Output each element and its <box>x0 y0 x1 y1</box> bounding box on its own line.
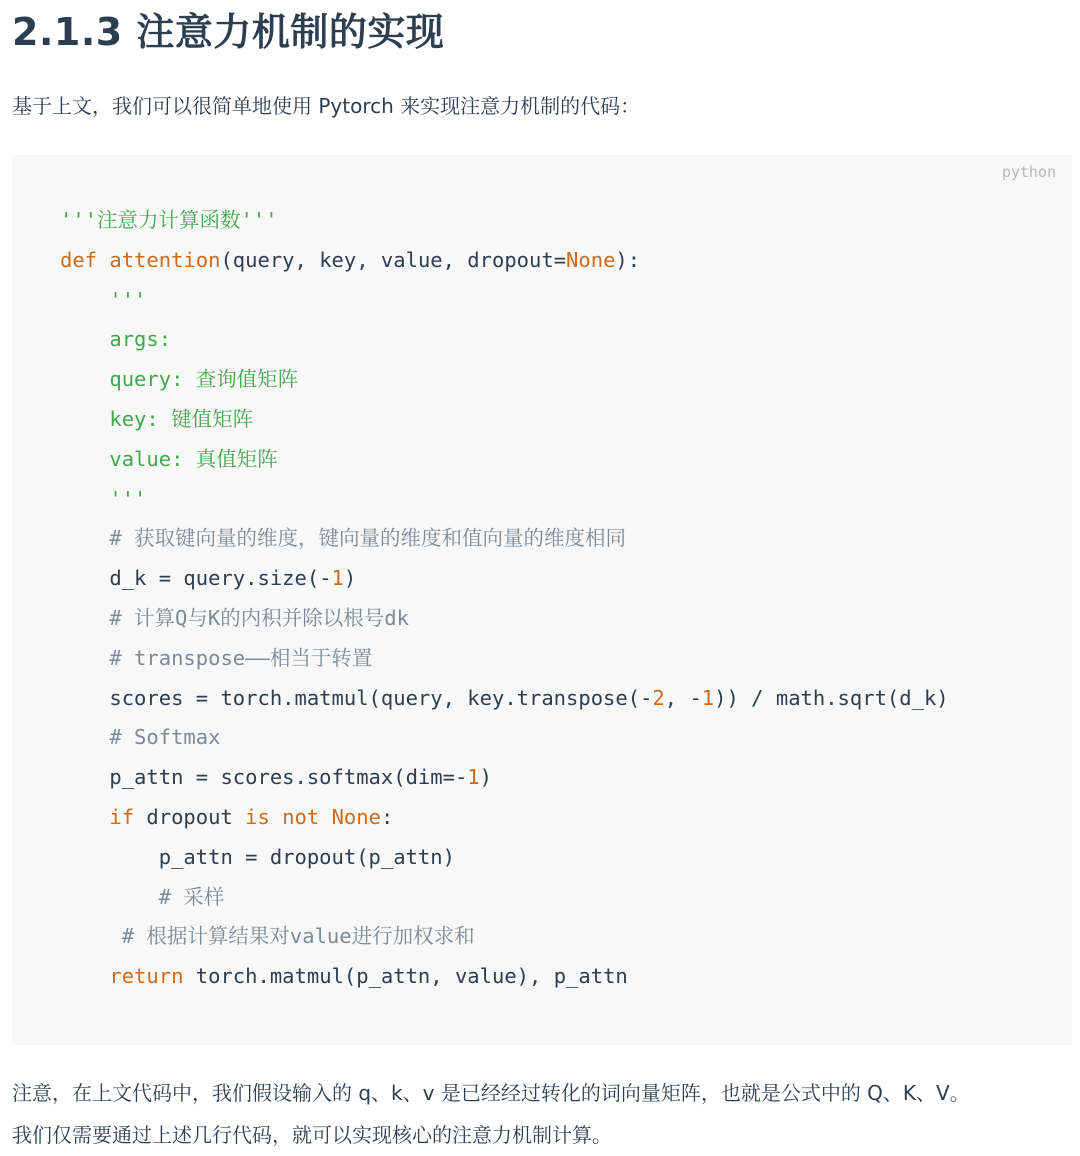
code-line <box>60 559 949 599</box>
code-token: ) <box>343 566 357 591</box>
code-token: key: 键值矩阵 <box>60 406 254 431</box>
code-token: is <box>245 804 270 829</box>
intro-paragraph: 基于上文，我们可以很简单地使用 Pytorch 来实现注意力机制的代码： <box>12 94 641 118</box>
code-line <box>60 400 949 440</box>
code-token: # 采样 <box>60 884 225 909</box>
code-token: scores = torch.matmul(query, key.transpose(- <box>60 685 653 710</box>
code-token: p_attn = dropout(p_attn) <box>60 844 455 869</box>
code-token: : <box>380 804 394 829</box>
code-token: value: 真值矩阵 <box>60 446 278 471</box>
code-token: query: 查询值矩阵 <box>60 367 299 392</box>
code-token: 1 <box>331 566 344 591</box>
code-token: '''注意力计算函数''' <box>60 208 278 232</box>
code-token: (query, key, value, dropout= <box>220 247 567 272</box>
code-line <box>60 599 949 639</box>
after-line: 注意，在上文代码中，我们假设输入的 q、k、v 是已经经过转化的词向量矩阵，也就是公式中的 Q、K、V。 <box>12 1081 970 1105</box>
code-line <box>60 639 949 679</box>
code-token <box>60 805 109 829</box>
code-token: d_k = query.size(- <box>60 566 332 591</box>
code-token: # Softmax <box>60 725 221 750</box>
code-token: not <box>282 804 320 829</box>
code-token: 1 <box>701 685 715 710</box>
code-token: if <box>109 804 135 829</box>
code-token: , - <box>664 685 702 710</box>
code-line <box>60 440 949 480</box>
code-line <box>60 241 949 281</box>
code-line <box>60 838 949 878</box>
code-line <box>60 320 949 360</box>
code-line <box>60 798 949 838</box>
code-token: torch.matmul(p_attn, value), p_attn <box>183 964 628 989</box>
code-token: # transpose——相当于转置 <box>60 645 373 670</box>
code-token: # 获取键向量的维度，键向量的维度和值向量的维度相同 <box>60 526 627 551</box>
code-token: ) <box>479 765 492 790</box>
code-block <box>12 155 1072 1045</box>
code-token: None <box>566 247 616 272</box>
code-token <box>60 964 109 988</box>
code-line <box>60 480 949 520</box>
code-line <box>60 281 949 321</box>
code-token: )) / math.sqrt(d_k) <box>714 685 949 710</box>
code-token: None <box>331 804 381 829</box>
code-token: # 根据计算结果对value进行加权求和 <box>60 924 475 949</box>
code-line <box>60 718 949 758</box>
code-line <box>60 878 949 918</box>
code-line <box>60 201 949 241</box>
code-line <box>60 758 949 798</box>
code-content <box>60 201 949 997</box>
after-line: 我们仅需要通过上述几行代码，就可以实现核心的注意力机制计算。 <box>12 1123 612 1147</box>
code-token: attention <box>109 247 221 272</box>
code-line <box>60 917 949 957</box>
code-token <box>97 248 109 272</box>
code-token: ): <box>615 247 641 272</box>
code-token: args: <box>60 327 172 352</box>
code-token: def <box>60 247 98 272</box>
code-token: p_attn = scores.softmax(dim=- <box>60 765 468 790</box>
after-paragraph <box>12 1072 970 1156</box>
code-token <box>319 805 331 829</box>
code-line <box>60 360 949 400</box>
code-token: ''' <box>60 287 147 312</box>
code-language-label: python <box>1001 163 1056 181</box>
code-token: 2 <box>652 685 665 710</box>
code-token: return <box>109 964 184 989</box>
code-token: ''' <box>60 486 147 511</box>
code-line <box>60 519 949 559</box>
code-token: # 计算Q与K的内积并除以根号dk <box>60 605 409 630</box>
code-token <box>270 805 282 829</box>
code-token: 1 <box>467 765 480 790</box>
code-line <box>60 957 949 997</box>
code-line <box>60 679 949 719</box>
section-heading: 2.1.3 注意力机制的实现 <box>12 10 445 54</box>
code-token: dropout <box>134 804 246 829</box>
